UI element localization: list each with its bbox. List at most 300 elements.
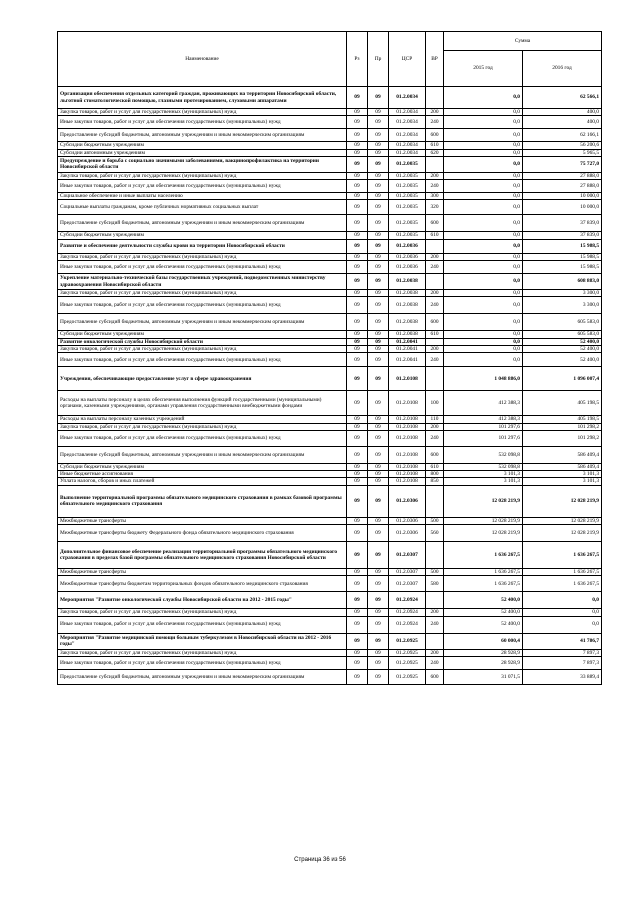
budget-table-container — [57, 31, 601, 685]
table-row — [58, 232, 602, 239]
row-csr: 01.2.0108 — [389, 446, 426, 463]
row-rz: 09 — [347, 116, 368, 129]
table-row — [58, 353, 602, 367]
row-csr: 01.2.0307 — [389, 542, 426, 569]
row-name: Социальное обеспечение и иные выплаты населению — [58, 193, 347, 200]
row-vr: 610 — [426, 232, 444, 239]
table-row — [58, 338, 602, 345]
row-csr: 01.2.0034 — [389, 116, 426, 129]
row-vr: 600 — [426, 129, 444, 142]
row-sum-2015: 0,0 — [444, 116, 523, 129]
row-vr: 240 — [426, 353, 444, 367]
row-name: Закупка товаров, работ и услуг для государственных (муниципальных) нужд — [58, 609, 347, 616]
row-vr: 240 — [426, 430, 444, 446]
row-pr: 09 — [368, 423, 389, 430]
row-sum-2015: 52 400,0 — [444, 592, 523, 609]
row-csr: 01.2.0038 — [389, 297, 426, 314]
row-pr: 09 — [368, 290, 389, 297]
row-sum-2016: 586 409,4 — [523, 463, 602, 470]
row-sum-2015: 0,0 — [444, 180, 523, 193]
row-vr — [426, 542, 444, 569]
row-name: Межбюджетные трансферты бюджетам территориальных фондов обязательного медицинского страхования — [58, 576, 347, 592]
row-sum-2015: 0,0 — [444, 353, 523, 367]
row-pr: 09 — [368, 485, 389, 517]
row-vr — [426, 87, 444, 109]
row-pr: 09 — [368, 416, 389, 423]
row-rz: 09 — [347, 149, 368, 156]
row-sum-2016: 605 583,0 — [523, 314, 602, 331]
row-vr: 240 — [426, 116, 444, 129]
row-pr: 09 — [368, 87, 389, 109]
row-csr: 01.2.0036 — [389, 261, 426, 274]
row-vr — [426, 239, 444, 253]
table-row — [58, 109, 602, 116]
row-sum-2016: 7 897,3 — [523, 649, 602, 656]
row-pr: 09 — [368, 215, 389, 232]
row-sum-2015: 3 101,3 — [444, 478, 523, 485]
row-pr: 09 — [368, 116, 389, 129]
row-rz: 09 — [347, 345, 368, 352]
table-row — [58, 345, 602, 352]
row-name: Субсидии бюджетным учреждениям — [58, 142, 347, 149]
row-pr: 09 — [368, 569, 389, 576]
row-name: Укрепление материально-технической базы государственных учреждений, подведомственных министерству здравоохранения Новосибирской области — [58, 274, 347, 290]
row-sum-2016: 75 727,0 — [523, 156, 602, 172]
row-sum-2016: 5 965,5 — [523, 149, 602, 156]
row-pr: 09 — [368, 193, 389, 200]
row-name: Субсидии бюджетным учреждениям — [58, 331, 347, 338]
row-vr: 200 — [426, 609, 444, 616]
row-sum-2016: 33 889,4 — [523, 669, 602, 684]
row-rz: 09 — [347, 129, 368, 142]
row-sum-2016: 52 400,0 — [523, 345, 602, 352]
row-rz: 09 — [347, 253, 368, 260]
row-pr: 09 — [368, 430, 389, 446]
row-sum-2015: 0,0 — [444, 156, 523, 172]
row-vr: 850 — [426, 478, 444, 485]
row-sum-2015: 0,0 — [444, 142, 523, 149]
row-sum-2016: 15 988,5 — [523, 253, 602, 260]
row-name: Иные закупки товаров, работ и услуг для обеспечения государственных (муниципальных) нужд — [58, 656, 347, 669]
row-csr: 01.2.0306 — [389, 485, 426, 517]
table-row — [58, 142, 602, 149]
row-csr: 01.2.0041 — [389, 345, 426, 352]
row-sum-2016: 1 636 267,5 — [523, 569, 602, 576]
row-sum-2015: 1 636 267,5 — [444, 576, 523, 592]
row-name: Закупка товаров, работ и услуг для государственных (муниципальных) нужд — [58, 423, 347, 430]
row-name: Субсидии бюджетным учреждениям — [58, 232, 347, 239]
row-sum-2015: 1 636 267,5 — [444, 542, 523, 569]
row-sum-2015: 28 928,9 — [444, 649, 523, 656]
row-csr: 01.2.0924 — [389, 616, 426, 633]
row-sum-2016: 27 888,0 — [523, 172, 602, 179]
row-sum-2016: 0,0 — [523, 592, 602, 609]
header-rz: Рз — [347, 32, 368, 87]
row-name: Закупка товаров, работ и услуг для государственных (муниципальных) нужд — [58, 172, 347, 179]
table-row — [58, 569, 602, 576]
row-csr: 01.2.0035 — [389, 215, 426, 232]
row-csr: 01.2.0925 — [389, 633, 426, 649]
row-name: Иные закупки товаров, работ и услуг для обеспечения государственных (муниципальных) нужд — [58, 116, 347, 129]
row-pr: 09 — [368, 478, 389, 485]
table-row — [58, 297, 602, 314]
row-csr: 01.2.0036 — [389, 253, 426, 260]
row-csr: 01.2.0041 — [389, 353, 426, 367]
row-rz: 09 — [347, 616, 368, 633]
row-sum-2016: 1 636 267,5 — [523, 576, 602, 592]
row-sum-2016: 3 101,3 — [523, 471, 602, 478]
row-rz: 09 — [347, 430, 368, 446]
row-pr: 09 — [368, 367, 389, 391]
row-rz: 09 — [347, 446, 368, 463]
row-sum-2015: 60 000,4 — [444, 633, 523, 649]
row-csr: 01.2.0038 — [389, 274, 426, 290]
row-vr — [426, 274, 444, 290]
row-vr — [426, 633, 444, 649]
row-vr: 800 — [426, 471, 444, 478]
row-name: Предоставление субсидий бюджетным, автономным учреждениям и иным некоммерческим организациям — [58, 314, 347, 331]
table-row — [58, 290, 602, 297]
row-pr: 09 — [368, 353, 389, 367]
row-sum-2015: 532 098,8 — [444, 446, 523, 463]
row-rz: 09 — [347, 261, 368, 274]
row-sum-2016: 10 000,0 — [523, 200, 602, 215]
row-rz: 09 — [347, 423, 368, 430]
header-name: Наименование — [58, 32, 347, 87]
row-rz: 09 — [347, 391, 368, 416]
row-pr: 09 — [368, 156, 389, 172]
row-vr: 240 — [426, 616, 444, 633]
row-sum-2015: 0,0 — [444, 149, 523, 156]
table-row — [58, 129, 602, 142]
row-sum-2015: 0,0 — [444, 314, 523, 331]
row-pr: 09 — [368, 649, 389, 656]
row-rz: 09 — [347, 542, 368, 569]
header-year-2016: 2016 год — [523, 51, 602, 87]
table-row — [58, 478, 602, 485]
row-rz: 09 — [347, 156, 368, 172]
row-name: Субсидии бюджетным учреждениям — [58, 463, 347, 470]
row-rz: 09 — [347, 656, 368, 669]
row-vr: 610 — [426, 463, 444, 470]
row-sum-2016: 56 200,6 — [523, 142, 602, 149]
row-sum-2015: 0,0 — [444, 338, 523, 345]
row-vr: 200 — [426, 345, 444, 352]
row-sum-2015: 101 297,6 — [444, 430, 523, 446]
row-rz: 09 — [347, 297, 368, 314]
table-row — [58, 116, 602, 129]
row-csr: 01.2.0306 — [389, 517, 426, 524]
row-rz: 09 — [347, 215, 368, 232]
header-year-2015: 2015 год — [444, 51, 523, 87]
row-name: Иные закупки товаров, работ и услуг для обеспечения государственных (муниципальных) нужд — [58, 180, 347, 193]
row-csr: 01.2.0034 — [389, 109, 426, 116]
row-pr: 09 — [368, 297, 389, 314]
row-pr: 09 — [368, 345, 389, 352]
row-csr: 01.2.0035 — [389, 193, 426, 200]
row-name: Межбюджетные трансферты — [58, 517, 347, 524]
row-csr: 01.2.0035 — [389, 156, 426, 172]
row-rz: 09 — [347, 290, 368, 297]
row-rz: 09 — [347, 193, 368, 200]
row-sum-2015: 0,0 — [444, 261, 523, 274]
table-row — [58, 616, 602, 633]
row-sum-2015: 0,0 — [444, 200, 523, 215]
row-csr: 01.2.0035 — [389, 232, 426, 239]
row-vr: 500 — [426, 569, 444, 576]
row-sum-2016: 37 839,0 — [523, 215, 602, 232]
table-row — [58, 367, 602, 391]
row-sum-2015: 1 636 267,5 — [444, 569, 523, 576]
row-sum-2015: 1 048 886,0 — [444, 367, 523, 391]
row-rz: 09 — [347, 331, 368, 338]
row-vr: 110 — [426, 416, 444, 423]
row-csr: 01.2.0035 — [389, 180, 426, 193]
row-vr — [426, 592, 444, 609]
row-rz: 09 — [347, 232, 368, 239]
row-rz: 09 — [347, 367, 368, 391]
row-sum-2016: 605 583,0 — [523, 331, 602, 338]
row-name: Закупка товаров, работ и услуг для государственных (муниципальных) нужд — [58, 109, 347, 116]
row-csr: 01.2.0306 — [389, 525, 426, 542]
table-row — [58, 239, 602, 253]
row-rz: 09 — [347, 172, 368, 179]
row-sum-2015: 412 388,3 — [444, 416, 523, 423]
row-rz: 09 — [347, 576, 368, 592]
table-row — [58, 446, 602, 463]
row-rz: 09 — [347, 314, 368, 331]
row-sum-2016: 10 000,0 — [523, 193, 602, 200]
row-sum-2015: 0,0 — [444, 331, 523, 338]
row-rz: 09 — [347, 142, 368, 149]
row-csr: 01.2.0108 — [389, 430, 426, 446]
row-sum-2016: 3 300,0 — [523, 290, 602, 297]
row-name: Иные закупки товаров, работ и услуг для обеспечения государственных (муниципальных) нужд — [58, 430, 347, 446]
row-pr: 09 — [368, 616, 389, 633]
row-vr — [426, 367, 444, 391]
row-sum-2015: 0,0 — [444, 239, 523, 253]
row-vr: 320 — [426, 200, 444, 215]
row-vr: 580 — [426, 576, 444, 592]
row-sum-2016: 62 566,1 — [523, 87, 602, 109]
row-pr: 09 — [368, 592, 389, 609]
table-row — [58, 542, 602, 569]
row-csr: 01.2.0041 — [389, 338, 426, 345]
row-sum-2015: 0,0 — [444, 193, 523, 200]
row-sum-2016: 0,0 — [523, 609, 602, 616]
row-sum-2016: 7 897,3 — [523, 656, 602, 669]
row-sum-2015: 0,0 — [444, 215, 523, 232]
row-csr: 01.2.0925 — [389, 669, 426, 684]
row-sum-2016: 52 400,0 — [523, 353, 602, 367]
row-vr: 200 — [426, 253, 444, 260]
row-rz: 09 — [347, 239, 368, 253]
row-name: Развитие и обеспечение деятельности службы крови на территории Новосибирской области — [58, 239, 347, 253]
row-vr: 100 — [426, 391, 444, 416]
table-row — [58, 609, 602, 616]
row-csr: 01.2.0925 — [389, 656, 426, 669]
row-rz: 09 — [347, 517, 368, 524]
table-row — [58, 649, 602, 656]
row-vr: 240 — [426, 656, 444, 669]
row-csr: 01.2.0108 — [389, 416, 426, 423]
row-vr — [426, 485, 444, 517]
row-sum-2015: 0,0 — [444, 87, 523, 109]
row-vr: 200 — [426, 172, 444, 179]
row-vr — [426, 156, 444, 172]
row-rz: 09 — [347, 525, 368, 542]
row-name: Организация обеспечения отдельных категорий граждан, проживающих на территории Новосибирской области, льготной стоматологической помощью, глазными протезированием, слуховыми аппаратами — [58, 87, 347, 109]
row-vr: 600 — [426, 446, 444, 463]
row-vr: 240 — [426, 297, 444, 314]
row-csr: 01.2.0038 — [389, 290, 426, 297]
row-name: Иные закупки товаров, работ и услуг для обеспечения государственных (муниципальных) нужд — [58, 616, 347, 633]
row-name: Мероприятия "Развитие медицинской помощи больным туберкулезом в Новосибирской области на 2012 - 2016 годы" — [58, 633, 347, 649]
row-rz: 09 — [347, 200, 368, 215]
header-sum: Сумма — [444, 32, 602, 51]
row-pr: 09 — [368, 656, 389, 669]
row-pr: 09 — [368, 471, 389, 478]
row-sum-2015: 101 297,6 — [444, 423, 523, 430]
row-pr: 09 — [368, 463, 389, 470]
row-vr — [426, 338, 444, 345]
row-csr: 01.2.0108 — [389, 391, 426, 416]
row-sum-2015: 31 071,5 — [444, 669, 523, 684]
row-csr: 01.2.0038 — [389, 314, 426, 331]
row-rz: 09 — [347, 633, 368, 649]
row-pr: 09 — [368, 109, 389, 116]
row-csr: 01.2.0038 — [389, 331, 426, 338]
row-sum-2015: 0,0 — [444, 345, 523, 352]
row-sum-2015: 0,0 — [444, 232, 523, 239]
row-csr: 01.2.0924 — [389, 609, 426, 616]
row-name: Межбюджетные трансферты бюджету Федерального фонда обязательного медицинского страхования — [58, 525, 347, 542]
row-name: Дополнительное финансовое обеспечение реализации территориальной программы обязательного медицинского страхования в пределах базой программы обязательного медицинского страхования Новосибирской области — [58, 542, 347, 569]
table-row — [58, 274, 602, 290]
table-row — [58, 592, 602, 609]
row-sum-2016: 0,0 — [523, 616, 602, 633]
row-name: Предоставление субсидий бюджетным, автономным учреждениям и иным некоммерческим организациям — [58, 129, 347, 142]
table-row — [58, 180, 602, 193]
header-pr: Пр — [368, 32, 389, 87]
row-pr: 09 — [368, 525, 389, 542]
row-vr: 300 — [426, 193, 444, 200]
row-sum-2015: 52 400,0 — [444, 616, 523, 633]
row-pr: 09 — [368, 200, 389, 215]
row-pr: 09 — [368, 331, 389, 338]
row-name: Иные закупки товаров, работ и услуг для обеспечения государственных (муниципальных) нужд — [58, 297, 347, 314]
row-rz: 09 — [347, 609, 368, 616]
row-name: Расходы на выплаты персоналу казенных учреждений — [58, 416, 347, 423]
row-sum-2016: 1 636 267,5 — [523, 542, 602, 569]
row-sum-2016: 101 298,2 — [523, 423, 602, 430]
row-pr: 09 — [368, 142, 389, 149]
row-sum-2016: 586 409,4 — [523, 446, 602, 463]
row-sum-2016: 3 300,0 — [523, 297, 602, 314]
row-pr: 09 — [368, 576, 389, 592]
table-row — [58, 149, 602, 156]
row-rz: 09 — [347, 471, 368, 478]
row-rz: 09 — [347, 485, 368, 517]
row-name: Межбюджетные трансферты — [58, 569, 347, 576]
row-sum-2015: 0,0 — [444, 297, 523, 314]
table-row — [58, 517, 602, 524]
row-csr: 01.2.0034 — [389, 129, 426, 142]
row-vr: 610 — [426, 142, 444, 149]
row-pr: 09 — [368, 149, 389, 156]
row-csr: 01.2.0108 — [389, 471, 426, 478]
row-csr: 01.2.0108 — [389, 367, 426, 391]
table-row — [58, 656, 602, 669]
row-pr: 09 — [368, 391, 389, 416]
row-vr: 610 — [426, 331, 444, 338]
row-csr: 01.2.0925 — [389, 649, 426, 656]
row-csr: 01.2.0035 — [389, 200, 426, 215]
row-name: Предупреждение и борьба с социально значимыми заболеваниями, вакцинопрофилактика на территории Новосибирской области — [58, 156, 347, 172]
row-vr: 240 — [426, 261, 444, 274]
row-csr: 01.2.0034 — [389, 149, 426, 156]
table-row — [58, 576, 602, 592]
table-row — [58, 485, 602, 517]
row-sum-2016: 1 096 007,4 — [523, 367, 602, 391]
row-sum-2016: 12 028 219,9 — [523, 517, 602, 524]
row-rz: 09 — [347, 463, 368, 470]
header-vr: ВР — [426, 32, 444, 87]
row-csr: 01.2.0108 — [389, 463, 426, 470]
row-name: Иные бюджетные ассигнования — [58, 471, 347, 478]
row-name: Закупка товаров, работ и услуг для государственных (муниципальных) нужд — [58, 290, 347, 297]
row-csr: 01.2.0034 — [389, 87, 426, 109]
table-row — [58, 253, 602, 260]
row-name: Уплата налогов, сборов и иных платежей — [58, 478, 347, 485]
table-row — [58, 314, 602, 331]
row-rz: 09 — [347, 180, 368, 193]
row-sum-2016: 12 028 219,9 — [523, 525, 602, 542]
row-name: Субсидии автономным учреждениям — [58, 149, 347, 156]
header-csr: ЦСР — [389, 32, 426, 87]
row-pr: 09 — [368, 232, 389, 239]
row-rz: 09 — [347, 353, 368, 367]
row-sum-2015: 412 388,3 — [444, 391, 523, 416]
row-name: Развитие онкологической службы Новосибирской области — [58, 338, 347, 345]
table-row — [58, 463, 602, 470]
row-sum-2016: 405 198,5 — [523, 416, 602, 423]
row-sum-2016: 62 166,1 — [523, 129, 602, 142]
row-csr: 01.2.0307 — [389, 569, 426, 576]
row-name: Предоставление субсидий бюджетным, автономным учреждениям и иным некоммерческим организациям — [58, 446, 347, 463]
table-row — [58, 156, 602, 172]
row-csr: 01.2.0036 — [389, 239, 426, 253]
row-vr: 200 — [426, 290, 444, 297]
row-sum-2015: 52 400,0 — [444, 609, 523, 616]
row-name: Иные закупки товаров, работ и услуг для обеспечения государственных (муниципальных) нужд — [58, 353, 347, 367]
row-vr: 200 — [426, 109, 444, 116]
row-pr: 09 — [368, 542, 389, 569]
row-rz: 09 — [347, 478, 368, 485]
table-body — [58, 87, 602, 685]
row-sum-2016: 41 786,7 — [523, 633, 602, 649]
row-sum-2015: 0,0 — [444, 253, 523, 260]
table-row — [58, 391, 602, 416]
row-name: Социальные выплаты гражданам, кроме публичных нормативных социальных выплат — [58, 200, 347, 215]
table-row — [58, 633, 602, 649]
row-name: Закупка товаров, работ и услуг для государственных (муниципальных) нужд — [58, 649, 347, 656]
row-csr: 01.2.0307 — [389, 576, 426, 592]
row-sum-2015: 532 098,8 — [444, 463, 523, 470]
row-sum-2015: 0,0 — [444, 172, 523, 179]
row-name: Иные закупки товаров, работ и услуг для обеспечения государственных (муниципальных) нужд — [58, 261, 347, 274]
table-row — [58, 193, 602, 200]
